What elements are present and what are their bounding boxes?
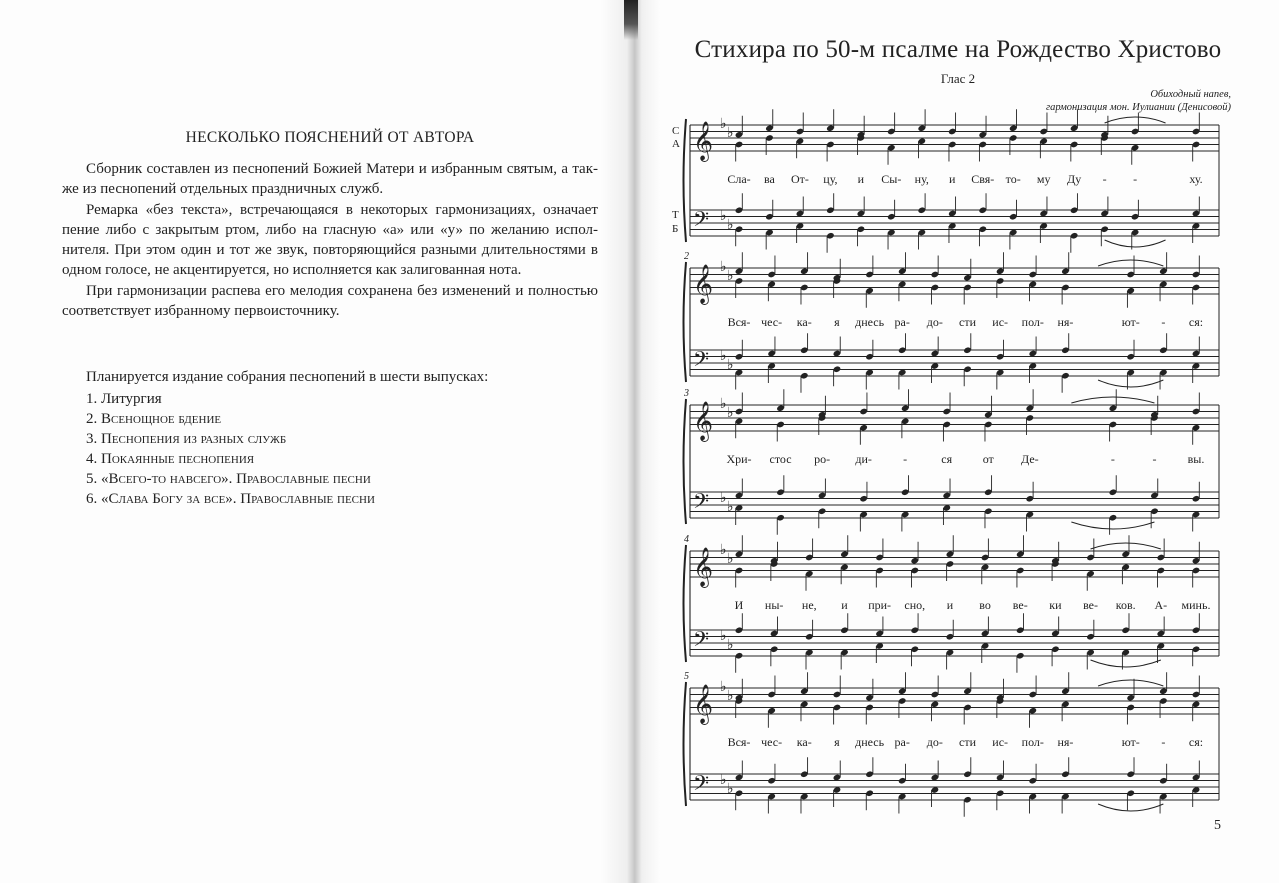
lyric-syllable: - (903, 452, 908, 466)
bass-clef-icon: 𝄢 (693, 489, 710, 518)
lyric-syllable: ют- (1121, 315, 1140, 329)
flat-icon: ♭ (727, 781, 734, 797)
lyric-syllable: ра- (894, 315, 910, 329)
flat-icon: ♭ (727, 551, 734, 567)
plan-item: 1. Литургия (86, 391, 162, 407)
lyric-syllable: чес- (761, 735, 783, 749)
tone-label: Глас 2 (940, 71, 976, 86)
lyric-syllable: ют- (1121, 735, 1140, 749)
music-score (636, 0, 1279, 883)
lyric-syllable: ня- (1057, 315, 1074, 329)
lyric-syllable: ся: (1188, 735, 1204, 749)
flat-icon: ♭ (727, 125, 734, 141)
lyric-syllable: Сы- (881, 172, 902, 186)
system-bracket (684, 545, 687, 662)
flat-icon: ♭ (720, 259, 727, 275)
notes-paragraph-3: При гармонизации распева его мелодия сохранена без изменений и полностью соответствует избранному первоисточнику. (62, 283, 598, 319)
lyric-syllable: От- (790, 172, 809, 186)
plan-item: 4. Покаянные песнопения (86, 451, 255, 467)
lyric-syllable: минь. (1181, 598, 1211, 612)
lyric-syllable: ка- (796, 735, 812, 749)
measure-number: 4 (684, 534, 689, 545)
slur (1098, 260, 1163, 266)
lyric-syllable: Ду (1067, 172, 1082, 186)
authors-notes (62, 128, 598, 509)
lyric-syllable: я (834, 315, 840, 329)
lyric-syllable: ис- (992, 315, 1009, 329)
treble-clef-icon: 𝄞 (693, 401, 714, 441)
flat-icon: ♭ (720, 116, 727, 132)
flat-icon: ♭ (720, 679, 727, 695)
treble-clef-icon: 𝄞 (693, 547, 714, 587)
plan-item: 3. Песнопения из разных служб (86, 431, 287, 447)
flat-icon: ♭ (720, 628, 727, 644)
flat-icon: ♭ (720, 490, 727, 506)
lyric-syllable: ве- (1083, 598, 1098, 612)
left-page (0, 0, 636, 883)
lyric-syllable: - (1133, 172, 1138, 186)
voice-label-tenor: Т (672, 209, 679, 221)
measure-number: 5 (684, 671, 689, 682)
bass-clef-icon: 𝄢 (693, 207, 710, 236)
lyric-syllable: во (979, 598, 991, 612)
slur (1091, 660, 1161, 667)
lyric-syllable: ис- (992, 735, 1009, 749)
slur (1105, 240, 1166, 247)
lyric-syllable: - (1161, 315, 1166, 329)
lyric-syllable: А- (1154, 598, 1168, 612)
lyric-syllable: ся (941, 452, 953, 466)
lyric-syllable: при- (868, 598, 892, 612)
lyric-syllable: ки (1049, 598, 1062, 612)
lyric-syllable: пол- (1021, 735, 1044, 749)
page-number: 5 (1214, 818, 1221, 833)
treble-clef-icon: 𝄞 (693, 264, 714, 304)
lyric-syllable: днесь (855, 315, 885, 329)
right-page (636, 0, 1279, 883)
voice-label-soprano: С (672, 125, 680, 137)
lyric-syllable: до- (926, 315, 943, 329)
lyric-syllable: ва (764, 172, 775, 186)
lyric-syllable: до- (926, 735, 943, 749)
flat-icon: ♭ (720, 208, 727, 224)
lyric-syllable: Свя- (971, 172, 995, 186)
lyric-syllable: днесь (855, 735, 885, 749)
lyric-syllable: Вся- (727, 735, 751, 749)
slur (1098, 380, 1163, 387)
lyric-syllable: ны- (764, 598, 784, 612)
flat-icon: ♭ (727, 357, 734, 373)
slur (1098, 680, 1163, 686)
plan-item: 5. «Всего-то навсего». Православные песни (86, 471, 371, 487)
bass-clef-icon: 𝄢 (693, 627, 710, 656)
bass-clef-icon: 𝄢 (693, 347, 710, 376)
flat-icon: ♭ (720, 348, 727, 364)
lyric-syllable: то- (1005, 172, 1021, 186)
plan-list (62, 389, 598, 509)
flat-icon: ♭ (727, 268, 734, 284)
book-spine-top (624, 0, 638, 40)
notes-title: НЕСКОЛЬКО ПОЯСНЕНИЙ ОТ АВТОРА (185, 129, 475, 146)
lyric-syllable: от (982, 452, 994, 466)
treble-clef-icon: 𝄞 (693, 684, 714, 724)
lyric-syllable: ве- (1012, 598, 1028, 612)
plan-item: 6. «Слава Богу за все». Православные песни (86, 491, 375, 507)
flat-icon: ♭ (720, 542, 727, 558)
lyric-syllable: ня- (1057, 735, 1074, 749)
notes-paragraph-2: Ремарка «без текста», встречающаяся в некоторых гармонизациях, означает пение либо с закрытым ртом, либо на гласную «а» или «у» по желанию исполнителя. При этом один и тот же звук, повторяющийся разными длительностями в одном голосе, не акцентируется, но исполняется как залигованная нота. (62, 202, 598, 278)
lyric-syllable: ка- (796, 315, 812, 329)
system-bracket (684, 262, 687, 382)
slur (1071, 522, 1154, 529)
flat-icon: ♭ (727, 637, 734, 653)
lyric-syllable: цу, (823, 172, 838, 186)
lyric-syllable: ху. (1189, 172, 1203, 186)
system-bracket (684, 682, 687, 806)
lyric-syllable: вы. (1187, 452, 1205, 466)
lyric-syllable: стос (769, 452, 792, 466)
flat-icon: ♭ (727, 217, 734, 233)
lyric-syllable: и (949, 172, 956, 186)
book-spine-shadow (600, 0, 660, 883)
lyric-syllable: ков. (1115, 598, 1136, 612)
credit-line-2: гармонизация мон. Иулиании (Денисовой) (1046, 102, 1231, 113)
system-bracket (684, 119, 687, 242)
lyric-syllable: Сла- (727, 172, 751, 186)
lyric-syllable: сно, (904, 598, 926, 612)
flat-icon: ♭ (727, 405, 734, 421)
flat-icon: ♭ (720, 772, 727, 788)
lyric-syllable: ра- (894, 735, 910, 749)
lyric-syllable: сти (959, 735, 976, 749)
flat-icon: ♭ (727, 499, 734, 515)
voice-label-bass: Б (672, 223, 679, 235)
lyric-syllable: - (1152, 452, 1157, 466)
lyric-syllable: - (1110, 452, 1115, 466)
lyric-syllable: сти (959, 315, 976, 329)
slur (1091, 543, 1161, 549)
notes-paragraph-1: Сборник составлен из песнопений Божией Матери и избранным святым, а также из песнопений отдельных праздничных служб. (62, 161, 598, 197)
lyric-syllable: и (857, 172, 865, 186)
flat-icon: ♭ (720, 396, 727, 412)
slur (1071, 397, 1154, 403)
hymn-title: Стихира по 50-м псалме на Рождество Христово (694, 36, 1222, 63)
lyric-syllable: му (1036, 172, 1051, 186)
lyric-syllable: ся: (1188, 315, 1204, 329)
lyric-syllable: Вся- (727, 315, 751, 329)
system-bracket (684, 399, 687, 524)
lyric-syllable: ди- (855, 452, 872, 466)
lyric-syllable: я (834, 735, 840, 749)
plan-item: 2. Всенощное бдение (86, 411, 222, 427)
lyric-syllable: ну, (914, 172, 929, 186)
treble-clef-icon: 𝄞 (693, 121, 714, 161)
credit-line-1: Обиходный напев, (1150, 89, 1231, 100)
slur (1098, 804, 1163, 811)
voice-label-alto: А (672, 138, 680, 150)
lyric-syllable: чес- (761, 315, 783, 329)
plan-intro: Планируется издание собрания песнопений в шести выпусках: (86, 369, 489, 385)
lyric-syllable: - (1102, 172, 1107, 186)
measure-number: 2 (684, 251, 689, 262)
slur (1105, 117, 1166, 123)
bass-clef-icon: 𝄢 (693, 771, 710, 800)
measure-number: 3 (684, 388, 689, 399)
lyric-syllable: пол- (1021, 315, 1044, 329)
lyric-syllable: не, (801, 598, 817, 612)
lyric-syllable: И (734, 598, 744, 612)
lyric-syllable: Де- (1020, 452, 1039, 466)
lyric-syllable: и (841, 598, 848, 612)
lyric-syllable: и (946, 598, 954, 612)
lyric-syllable: ро- (814, 452, 831, 466)
lyric-syllable: - (1161, 735, 1166, 749)
lyric-syllable: Хри- (726, 452, 752, 466)
flat-icon: ♭ (727, 688, 734, 704)
publication-plan (62, 367, 598, 509)
